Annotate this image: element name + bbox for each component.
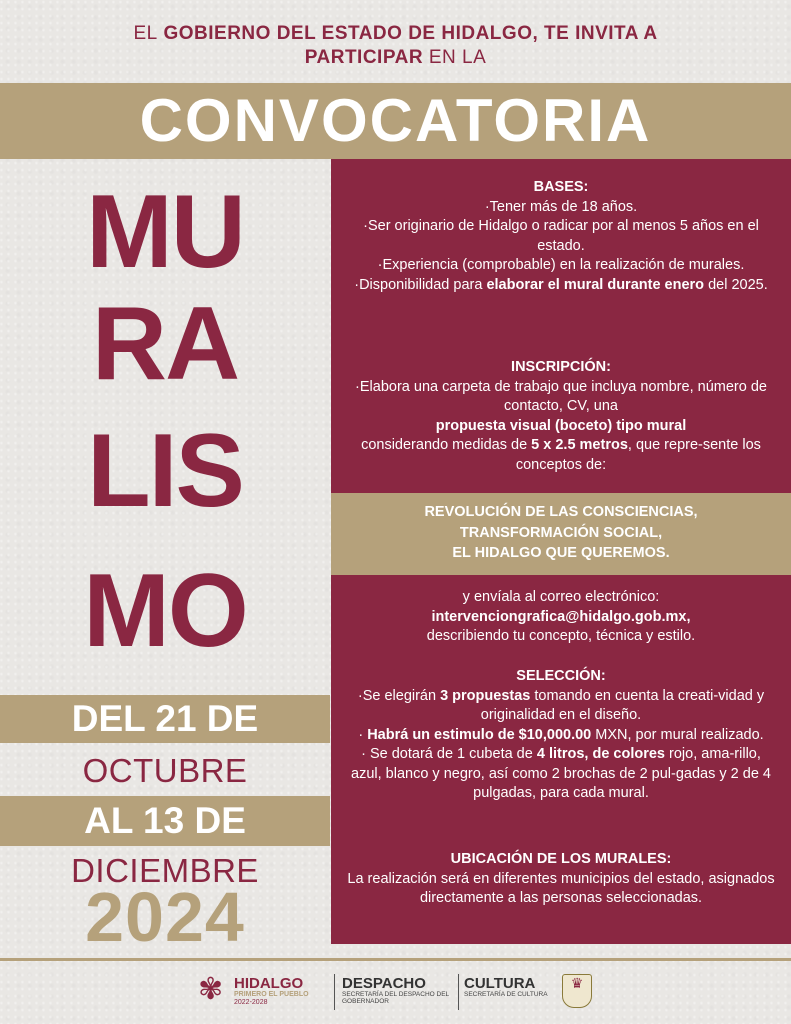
seleccion-heading: SELECCIÓN: xyxy=(516,668,606,684)
bases-item-availability: ·Disponibilidad para elaborar el mural durante enero del 2025. xyxy=(354,276,768,293)
bases-item-origin: ·Ser originario de Hidalgo o radicar por al menos 5 años en el estado. xyxy=(363,218,759,254)
invite-text-el: EL xyxy=(133,23,158,44)
footer-separator-2 xyxy=(458,974,459,1010)
envio-text: y envíala al correo electrónico: xyxy=(462,589,660,605)
cultura-logo-sub: SECRETARÍA DE CULTURA xyxy=(464,991,548,998)
seleccion-item-proposals: ·Se elegirán 3 propuestas tomando en cuenta la creati-vidad y originalidad en el diseño. xyxy=(357,687,765,723)
invite-text-en-la: EN LA xyxy=(428,47,487,68)
seleccion-item-materials: · Se dotará de 1 cubeta de 4 litros, de colores rojo, ama-rillo, azul, blanco y negro, así como 2 brochas de 2 pul-gadas y 2 de 4 pulgadas, para cada mural. xyxy=(351,746,771,801)
hidalgo-logo-years: 2022-2028 xyxy=(234,999,268,1006)
date-start-month: OCTUBRE xyxy=(82,752,248,789)
date-end: AL 13 DE xyxy=(84,800,246,841)
hidalgo-logo-slogan: PRIMERO EL PUEBLO xyxy=(234,991,309,998)
cultura-logo-text: CULTURA xyxy=(464,975,536,992)
state-seal-icon: ♛ xyxy=(562,974,592,1008)
bases-item-experience: ·Experiencia (comprobable) en la realización de murales. xyxy=(377,257,745,273)
year: 2024 xyxy=(85,878,245,956)
despacho-logo-sub: SECRETARÍA DEL DESPACHO DEL GOBERNADOR xyxy=(342,991,449,1005)
muralismo-line-3: LIS xyxy=(87,413,243,529)
despacho-logo-text: DESPACHO xyxy=(342,975,426,992)
date-end-month: DICIEMBRE xyxy=(71,852,259,889)
inscripcion-heading: INSCRIPCIÓN: xyxy=(511,359,611,375)
inscripcion-text-3: considerando medidas de 5 x 2.5 metros, que repre-sente los conceptos de: xyxy=(361,437,761,473)
date-start: DEL 21 DE xyxy=(71,698,259,739)
envio-description: describiendo tu concepto, técnica y estilo. xyxy=(426,628,696,644)
muralismo-line-1: MU xyxy=(86,174,244,290)
bases-item-age: ·Tener más de 18 años. xyxy=(484,198,638,215)
muralismo-line-2: RA xyxy=(91,286,239,402)
contact-email[interactable]: intervenciongrafica@hidalgo.gob.mx, xyxy=(431,608,691,625)
bases-heading: BASES: xyxy=(533,179,589,195)
envio-section xyxy=(345,588,777,647)
theme-3: EL HIDALGO QUE QUEREMOS. xyxy=(452,545,670,561)
footer-divider xyxy=(0,958,791,961)
inscripcion-section xyxy=(345,358,777,475)
seleccion-section xyxy=(345,667,777,804)
muralismo-line-4: MO xyxy=(83,553,247,669)
invite-text-participar: PARTICIPAR xyxy=(304,47,424,68)
cultura-logo xyxy=(464,976,554,998)
seleccion-item-prize: · Habrá un estimulo de $10,000.00 MXN, por mural realizado. xyxy=(358,726,764,743)
inscripcion-text-2: propuesta visual (boceto) tipo mural xyxy=(435,417,687,434)
theme-2: TRANSFORMACIÓN SOCIAL, xyxy=(459,524,663,541)
ubicacion-text: La realización será en diferentes municipios del estado, asignados directamente a las personas seleccionadas. xyxy=(347,870,775,906)
invite-text-gov: GOBIERNO DEL ESTADO DE HIDALGO, TE INVITA A xyxy=(163,23,658,44)
page-title: CONVOCATORIA xyxy=(139,87,652,154)
hidalgo-logo xyxy=(234,976,328,1007)
hidalgo-logo-text: HIDALGO xyxy=(234,975,304,992)
bases-section xyxy=(345,178,777,295)
ubicacion-heading: UBICACIÓN DE LOS MURALES: xyxy=(450,851,672,867)
invitation-header xyxy=(0,22,791,70)
theme-1: REVOLUCIÓN DE LAS CONSCIENCIAS, xyxy=(424,504,698,520)
hidalgo-flower-icon: ✾ xyxy=(198,973,224,1006)
footer-separator-1 xyxy=(334,974,335,1010)
themes-list xyxy=(331,502,791,564)
inscripcion-text-1: ·Elabora una carpeta de trabajo que incluya nombre, número de contacto, CV, una xyxy=(355,378,767,414)
despacho-logo xyxy=(342,976,454,1005)
ubicacion-section xyxy=(345,850,777,909)
